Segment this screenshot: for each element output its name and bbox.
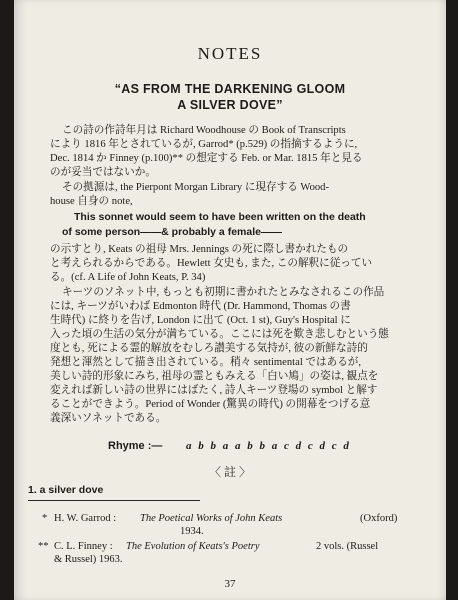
reference-line2: 1934. xyxy=(180,526,204,537)
reference-mark: ** xyxy=(38,541,49,552)
reference-mark: * xyxy=(42,513,48,524)
reference-rest: 2 vols. (Russel xyxy=(316,541,379,552)
body-line: 発想と渾然として描き出されている。稍々 sentimental ではあるが, xyxy=(50,357,362,368)
body-line: その拠源は, the Pierpont Morgan Library に現存する Wood- xyxy=(62,182,329,193)
body-line: る。(cf. A Life of John Keats, P. 34) xyxy=(50,272,206,283)
body-line: house 自身の note, xyxy=(50,196,133,207)
body-line: 入った頃の生活の気分が満ちている。ここには死を歎き悲しむという態 xyxy=(50,329,389,340)
reference-author: H. W. Garrod : xyxy=(54,513,117,524)
reference-line2: & Russel) 1963. xyxy=(54,554,123,565)
reference-work: The Evolution of Keats's Poetry xyxy=(126,541,260,552)
footnote-1: 1. a silver dove xyxy=(28,484,104,496)
body-line: 義深いソネットである。 xyxy=(50,413,167,424)
reference-rest: (Oxford) xyxy=(360,513,398,524)
notes-label: 〈 註 〉 xyxy=(208,465,251,479)
poem-title-line-1: “AS FROM THE DARKENING GLOOM xyxy=(114,82,346,96)
rhyme-scheme: a b b a a b b a c d c d c d xyxy=(186,440,351,452)
quote-line: This sonnet would seem to have been written on the death xyxy=(74,211,366,223)
rhyme-label: Rhyme :— xyxy=(108,440,163,452)
quote-line: of some person——& probably a female—— xyxy=(62,226,282,238)
body-line: ることができよう。Period of Wonder (驚異の時代) の開幕をつげる意 xyxy=(50,399,371,410)
bleed-through-text xyxy=(134,6,434,15)
page-number: 37 xyxy=(224,578,236,590)
body-line: 度とも, 死による霊的解放をむしろ讃美する気持が, 彼の新鮮な詩的 xyxy=(50,343,368,354)
body-line: 美しい詩的形象にみち, 祖母の霊ともみえる「白い鳩」の姿は, 観点を xyxy=(50,371,379,382)
body-line: 変えれば新しい詩の世界にはばたく, 詩人キーツ登場の symbol と解す xyxy=(50,385,378,396)
body-line: と考えられるからである。Hewlett 女史も, また, この解釈に従ってい xyxy=(50,258,373,269)
notes-heading: NOTES xyxy=(197,44,263,63)
body-line: Dec. 1814 か Finney (p.100)** の想定する Feb. or Mar. 1815 年と見る xyxy=(50,153,363,164)
body-line: この詩の作詩年月は Richard Woodhouse の Book of Transcripts xyxy=(62,125,346,136)
reference-work: The Poetical Works of John Keats xyxy=(140,513,283,524)
book-page xyxy=(14,0,446,600)
reference-author: C. L. Finney : xyxy=(54,541,113,552)
poem-title-line-2: A SILVER DOVE” xyxy=(177,98,283,112)
body-line: には, キーツがいわば Edmonton 時代 (Dr. Hammond, Thomas の書 xyxy=(50,301,351,312)
footnote-rule xyxy=(28,500,200,501)
body-line: の示すとり, Keats の祖母 Mrs. Jennings の死に際し書かれたもの xyxy=(50,244,349,255)
body-line: 生時代) に終りを告げ, London に出て (Oct. 1 st), Guy's Hospital に xyxy=(50,315,351,326)
body-line: のが妥当ではないか。 xyxy=(50,167,156,178)
body-line: キーツのソネット中, もっとも初期に書かれたとみなされるこの作品 xyxy=(62,287,385,298)
body-line: により 1816 年とされているが, Garrod* (p.529) の指摘するように, xyxy=(50,139,358,150)
